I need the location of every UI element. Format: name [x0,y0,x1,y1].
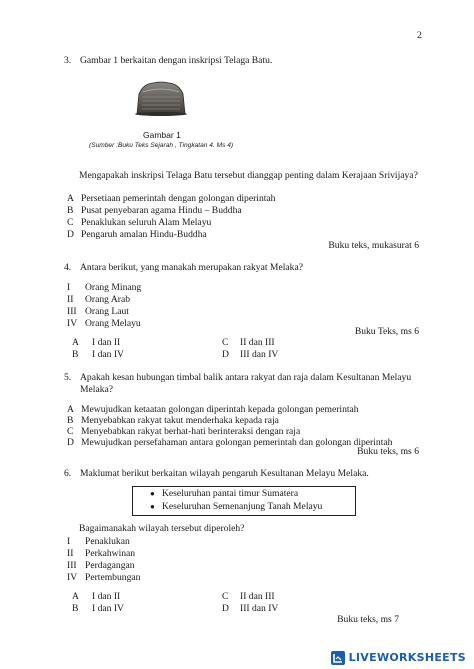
box-item-text: Keseluruhan Semenanjung Tanah Melayu [162,501,323,512]
q4-answer-b[interactable] [72,349,124,361]
item-key: II [67,294,74,305]
q6-number: 6. [64,468,72,479]
q5-option-d[interactable] [67,437,392,449]
q3-question: Mengapakah inskripsi Telaga Batu tersebut dianggap penting dalam Kerajaan Srivijaya? [79,170,418,181]
option-key: C [67,217,74,228]
answer-text: III dan IV [240,603,279,614]
q3-reference: Buku teks, mukasurat 6 [328,240,419,251]
q4-answer-a[interactable] [72,337,120,349]
q6-item-iv [67,572,140,584]
q6-answer-d[interactable] [222,603,278,615]
q3-number: 3. [64,55,72,66]
inscription-stone-image [133,80,189,116]
page-number: 2 [417,30,422,41]
option-key: A [67,404,74,415]
option-key: C [67,426,74,437]
option-text: Persetiaan pemerintah dengan golongan diperintah [81,193,276,204]
item-key: I [67,536,71,547]
q5-option-a[interactable] [67,404,359,416]
answer-key: B [72,603,79,614]
option-key: D [67,229,74,240]
item-text: Orang Arab [85,294,131,305]
item-text: Orang Minang [85,282,142,293]
item-key: III [67,560,77,571]
item-key: II [67,548,74,559]
option-key: D [67,437,74,448]
q3-option-c[interactable] [67,217,211,229]
q3-figure-source: (Sumber :Buku Teks Sejarah , Tingkatan 4. Ms 4) [89,142,234,149]
q4-reference: Buku Teks, ms 6 [354,326,419,337]
q5-reference: Buku teks, ms 6 [357,446,419,457]
answer-key: C [222,591,229,602]
item-text: Perkahwinan [85,548,136,559]
telaga-batu-figure [133,80,189,116]
q6-stem: Maklumat berikut berkaitan wilayah pengaruh Kesultanan Melayu Melaka. [80,468,369,479]
q4-number: 4. [64,262,72,273]
answer-text: II dan III [240,337,275,348]
liveworksheets-wordmark: LIVEWORKSHEETS [348,651,466,665]
q3-stem: Gambar 1 berkaitan dengan inskripsi Telaga Batu. [80,55,273,66]
q6-item-ii [67,548,135,560]
answer-key: A [72,337,79,348]
answer-text: I dan IV [92,603,124,614]
answer-key: A [72,591,79,602]
option-key: A [67,193,74,204]
q4-answer-c[interactable] [222,337,275,349]
item-key: I [67,282,71,293]
item-key: IV [67,572,78,583]
option-text: Menyebabkan rakyat berhat-hati berinteraksi dengan raja [81,426,301,437]
item-text: Pertembungan [85,572,141,583]
q4-item-iii [67,306,129,318]
answer-key: D [222,603,229,614]
option-key: B [67,205,74,216]
q3-figure-caption: Gambar 1 [143,130,181,140]
answer-text: I dan II [92,337,121,348]
item-text: Penaklukan [85,536,130,547]
q4-answer-d[interactable] [222,349,278,361]
option-key: B [67,415,74,426]
q4-item-i [67,282,141,294]
q5-stem-line2: Melaka? [80,384,114,395]
liveworksheets-icon [331,651,345,665]
answer-text: III dan IV [240,349,279,360]
q6-answer-a[interactable] [72,591,120,603]
footer [0,647,474,669]
q6-box-item-2 [150,501,322,513]
option-text: Pengaruh amalan Hindu-Buddha [81,229,207,240]
item-text: Perdagangan [85,560,135,571]
answer-text: I dan IV [92,349,124,360]
answer-key: D [222,349,229,360]
q6-box-item-1 [150,488,298,500]
q5-option-b[interactable] [67,415,279,427]
option-text: Mewujudkan ketaatan golongan diperintah kepada golongan pemerintah [81,404,359,415]
q4-stem: Antara berikut, yang manakah merupakan rakyat Melaka? [80,262,303,273]
bullet-icon: ● [150,489,155,498]
option-text: Mewujudkan persefahaman antara golongan pemerintah dan golongan diperintah [81,437,393,448]
q6-question: Bagaimanakah wilayah tersebut diperoleh? [79,523,245,534]
item-key: III [67,306,77,317]
q3-option-b[interactable] [67,205,242,217]
answer-key: C [222,337,229,348]
q6-reference: Buku teks, ms 7 [337,614,399,625]
option-text: Penaklukan seluruh Alam Melayu [81,217,212,228]
q5-option-c[interactable] [67,426,300,438]
box-item-text: Keseluruhan pantai timur Sumatera [162,488,299,499]
q3-option-d[interactable] [67,229,207,241]
q6-item-iii [67,560,135,572]
item-text: Orang Laut [85,306,129,317]
liveworksheets-logo[interactable] [331,651,466,665]
q6-answer-c[interactable] [222,591,275,603]
q4-item-iv [67,318,141,330]
item-text: Orang Melayu [85,318,141,329]
answer-text: I dan II [92,591,121,602]
answer-key: B [72,349,79,360]
bullet-icon: ● [150,502,155,511]
answer-text: II dan III [240,591,275,602]
option-text: Menyebabkan rakyat takut menderhaka kepada raja [81,415,279,426]
q4-item-ii [67,294,130,306]
q3-option-a[interactable] [67,193,275,205]
item-key: IV [67,318,78,329]
option-text: Pusat penyebaran agama Hindu – Buddha [81,205,242,216]
q6-answer-b[interactable] [72,603,124,615]
q6-item-i [67,536,130,548]
q5-stem-line1: Apakah kesan hubungan timbal balik antara rakyat dan raja dalam Kesultanan Melayu [80,372,412,383]
q5-number: 5. [64,372,72,383]
